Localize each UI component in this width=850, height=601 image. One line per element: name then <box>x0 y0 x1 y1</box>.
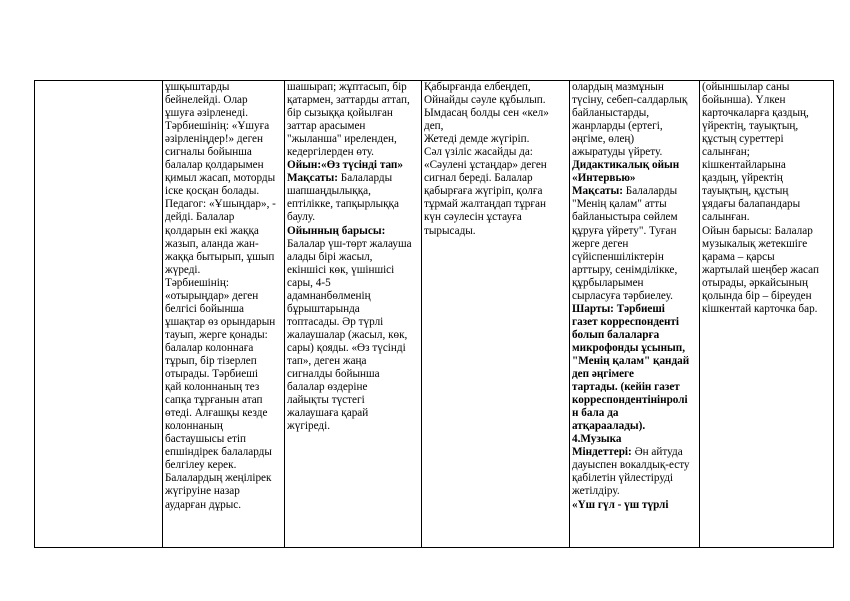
table-cell-interview-music <box>570 81 700 548</box>
text-line: 4.Музыка <box>572 433 622 446</box>
text-line: қаздың, үйректің <box>702 172 783 185</box>
text-line: газет корреспонденті <box>572 315 679 328</box>
text-line: «Интервью» <box>572 172 636 185</box>
text-line: "Менің қалам" атты <box>572 198 667 211</box>
text-line: бойынша). Үлкен <box>702 94 786 107</box>
table-cell-sunbeam-game <box>422 81 570 548</box>
text-line: екіншісі көк, үшіншісі <box>287 263 395 276</box>
text-line: жазып, аланда жан- <box>165 237 259 250</box>
text-line: лайықты түстегі <box>287 394 365 407</box>
text-line: құруға үйрету". Туған <box>572 224 677 237</box>
text-line: тырысады. <box>424 224 476 237</box>
text-line: ұшақтар өз орындарын <box>165 315 276 328</box>
text-line: адамнанбөлменің <box>287 289 371 302</box>
text-line: ұядағы балапандары <box>702 198 801 211</box>
table-cell-empty <box>35 81 163 548</box>
lesson-plan-table <box>34 80 834 548</box>
cell-text <box>165 81 282 512</box>
text-line: ептілікке, тапқырлыққа <box>287 198 399 211</box>
text-line: сүйіспеншіліктерін <box>572 250 664 263</box>
text-line: дауыспен вокалдық-есту <box>572 459 690 472</box>
text-line: байланыстыра сөйлем <box>572 211 678 224</box>
text-line: н бала да <box>572 407 619 420</box>
text-line: болып балаларға <box>572 328 660 341</box>
text-line: арттыру, сенімділікке, <box>572 263 678 276</box>
text-line: жүреді. <box>165 263 201 276</box>
text-line: баулу. <box>287 211 316 224</box>
text-line: ажыратуды үйрету. <box>572 146 663 159</box>
text-line: Ойнайды сәуле құбылып. <box>424 94 546 107</box>
text-line: іске қосқан болады. <box>165 185 260 198</box>
text-line: деп, <box>424 120 444 133</box>
text-line: қолдарын екі жаққа <box>165 224 259 237</box>
text-line: олардың мазмұнын <box>572 81 664 93</box>
text-line: Мақсаты: Балаларды <box>572 185 678 198</box>
text-line: әңгіме, өлең) <box>572 133 635 146</box>
text-line: Қабырғанда елбеңдеп, <box>424 81 531 93</box>
text-line: жерге деген <box>572 237 629 250</box>
text-line: карточкаларға қаздың, <box>702 107 809 120</box>
text-line: Міндеттері: Ән айтуда <box>572 446 683 459</box>
text-line: жүгіреді. <box>287 420 331 433</box>
text-line: сары) қояды. «Өз түсінді <box>287 341 406 354</box>
text-line: құрбыларымен <box>572 276 644 289</box>
text-line: сапқа тұрғанын атап <box>165 394 263 407</box>
text-line: отырады. Тәрбиеші <box>165 368 258 381</box>
text-line: түсіну, себеп-салдарлық <box>572 94 688 107</box>
text-line: әзірленіңдер!» деген <box>165 133 263 146</box>
text-line: отырады, әркайсының <box>702 276 808 289</box>
text-line: балалар колоннаға <box>165 341 254 354</box>
table-cell-game-colors <box>285 81 422 548</box>
text-line: балалар өздеріне <box>287 381 368 394</box>
text-line: бұрыштарында <box>287 302 360 315</box>
text-line: музыкалық жетекшіге <box>702 237 808 250</box>
text-line: Тәрбиешінің: <box>165 276 229 289</box>
text-line: белгілеу керек. <box>165 459 237 472</box>
text-line: Ымдасаң болды сен «кел» <box>424 107 549 120</box>
text-line: салынған. <box>702 211 750 224</box>
text-line: Ойын барысы: Балалар <box>702 224 813 237</box>
text-line: Ойынның барысы: <box>287 224 386 237</box>
text-line: қарама – қарсы <box>702 250 775 263</box>
text-line: топтасады. Әр түрлі <box>287 315 384 328</box>
text-line: шашырап; жұптасып, бір <box>287 81 407 93</box>
text-line: жалаушаға қарай <box>287 407 369 420</box>
text-line: Шарты: Тәрбиеші <box>572 302 665 315</box>
text-line: тартады. (кейін газет <box>572 381 680 394</box>
text-line: «Сәулені ұстаңдар» деген <box>424 159 547 172</box>
cell-text <box>287 81 419 433</box>
text-line: сырласуға тәрбиелеу. <box>572 289 673 302</box>
text-line: қатармен, заттарды аттап, <box>287 94 410 107</box>
text-line: салынған; <box>702 146 750 159</box>
text-line: кедергілерден өту. <box>287 146 374 159</box>
text-line: «отырыңдар» деген <box>165 289 259 302</box>
text-line: атқараалады). <box>572 420 646 433</box>
text-line: қабырғаға жүгіріп, қолға <box>424 185 543 198</box>
text-line: ұшқыштарды <box>165 81 230 93</box>
text-line: шапшаңдылыққа, <box>287 185 371 198</box>
text-line: алады бірі жасыл, <box>287 250 373 263</box>
text-line: кішкентай карточка бар. <box>702 302 818 315</box>
text-line: жетілдіру. <box>572 485 620 498</box>
text-line: Балалардың жеңілірек <box>165 472 272 485</box>
text-line: қимыл жасап, моторды <box>165 172 276 185</box>
text-line: сары, 4-5 <box>287 276 331 289</box>
text-line: «Үш гүл - үш түрлі <box>572 498 669 511</box>
text-line: балалар қолдарымен <box>165 159 264 172</box>
text-line: Тәрбиешінің: «Ұшуға <box>165 120 270 133</box>
text-line: қабілетін үйлестіруді <box>572 472 674 485</box>
text-line: Жетеді демде жүгіріп. <box>424 133 530 146</box>
cell-text <box>702 81 831 316</box>
text-line: тұрып, бір тізерлеп <box>165 354 257 367</box>
text-line: сигналы бойынша <box>165 146 252 159</box>
text-line: деп әңгімеге <box>572 368 634 381</box>
text-line: сигнал береді. Балалар <box>424 172 533 185</box>
text-line: корреспондентінінролі <box>572 394 688 407</box>
text-line: тұрмай жалтаңдап тұрған <box>424 198 546 211</box>
text-line: сигналды бойынша <box>287 368 380 381</box>
text-line: жартылай шеңбер жасап <box>702 263 819 276</box>
text-line: тауып, жерге қонады: <box>165 328 268 341</box>
text-line: тауықтың, құстың <box>702 185 789 198</box>
text-line: епшіндірек балаларды <box>165 446 272 459</box>
text-line: қай колоннаның тез <box>165 381 260 394</box>
text-line: колоннаның <box>165 420 223 433</box>
text-line: өтеді. Алғашқы кезде <box>165 407 268 420</box>
text-line: бейнелейді. Олар <box>165 94 248 107</box>
cell-text <box>424 81 567 238</box>
table-row <box>35 81 834 548</box>
text-line: заттар арасымен <box>287 120 366 133</box>
text-line: үйректің, тауықтың, <box>702 120 799 133</box>
text-line: жүгіруіне назар <box>165 485 240 498</box>
text-line: (ойыншылар саны <box>702 81 790 93</box>
text-line: Ойын:«Өз түсінді тап» <box>287 159 403 172</box>
text-line: бастаушысы етіп <box>165 433 246 446</box>
text-line: Мақсаты: Балаларды <box>287 172 393 185</box>
cell-text <box>572 81 697 512</box>
text-line: микрофонды ұсынып, <box>572 341 686 354</box>
text-line: Дидактикалық ойын <box>572 159 680 172</box>
text-line: жаққа бытырып, ұшып <box>165 250 275 263</box>
text-line: "Менің қалам" қандай <box>572 354 690 367</box>
text-line: бір сызыққа қойылған <box>287 107 393 120</box>
text-line: күн сәулесін ұстауға <box>424 211 522 224</box>
text-line: "жыланша" иреленден, <box>287 133 397 146</box>
text-line: қолында бір – біреуден <box>702 289 812 302</box>
text-line: байланыстарды, <box>572 107 650 120</box>
text-line: жалаушалар (жасыл, көк, <box>287 328 408 341</box>
text-line: аударған дұрыс. <box>165 498 242 511</box>
text-line: құстың суреттері <box>702 133 784 146</box>
text-line: Балалар үш-төрт жалауша <box>287 237 412 250</box>
text-line: жанрларды (ертегі, <box>572 120 663 133</box>
text-line: белгісі бойынша <box>165 302 245 315</box>
table-cell-cards-game <box>700 81 834 548</box>
text-line: кішкентайларына <box>702 159 786 172</box>
table-cell-physical-activity <box>163 81 285 548</box>
text-line: тап», деген жаңа <box>287 354 367 367</box>
text-line: ұшуға әзірленеді. <box>165 107 249 120</box>
text-line: Педагог: «Ұшыңдар», - <box>165 198 276 211</box>
text-line: дейді. Балалар <box>165 211 235 224</box>
text-line: Сәл үзіліс жасайды да: <box>424 146 533 159</box>
